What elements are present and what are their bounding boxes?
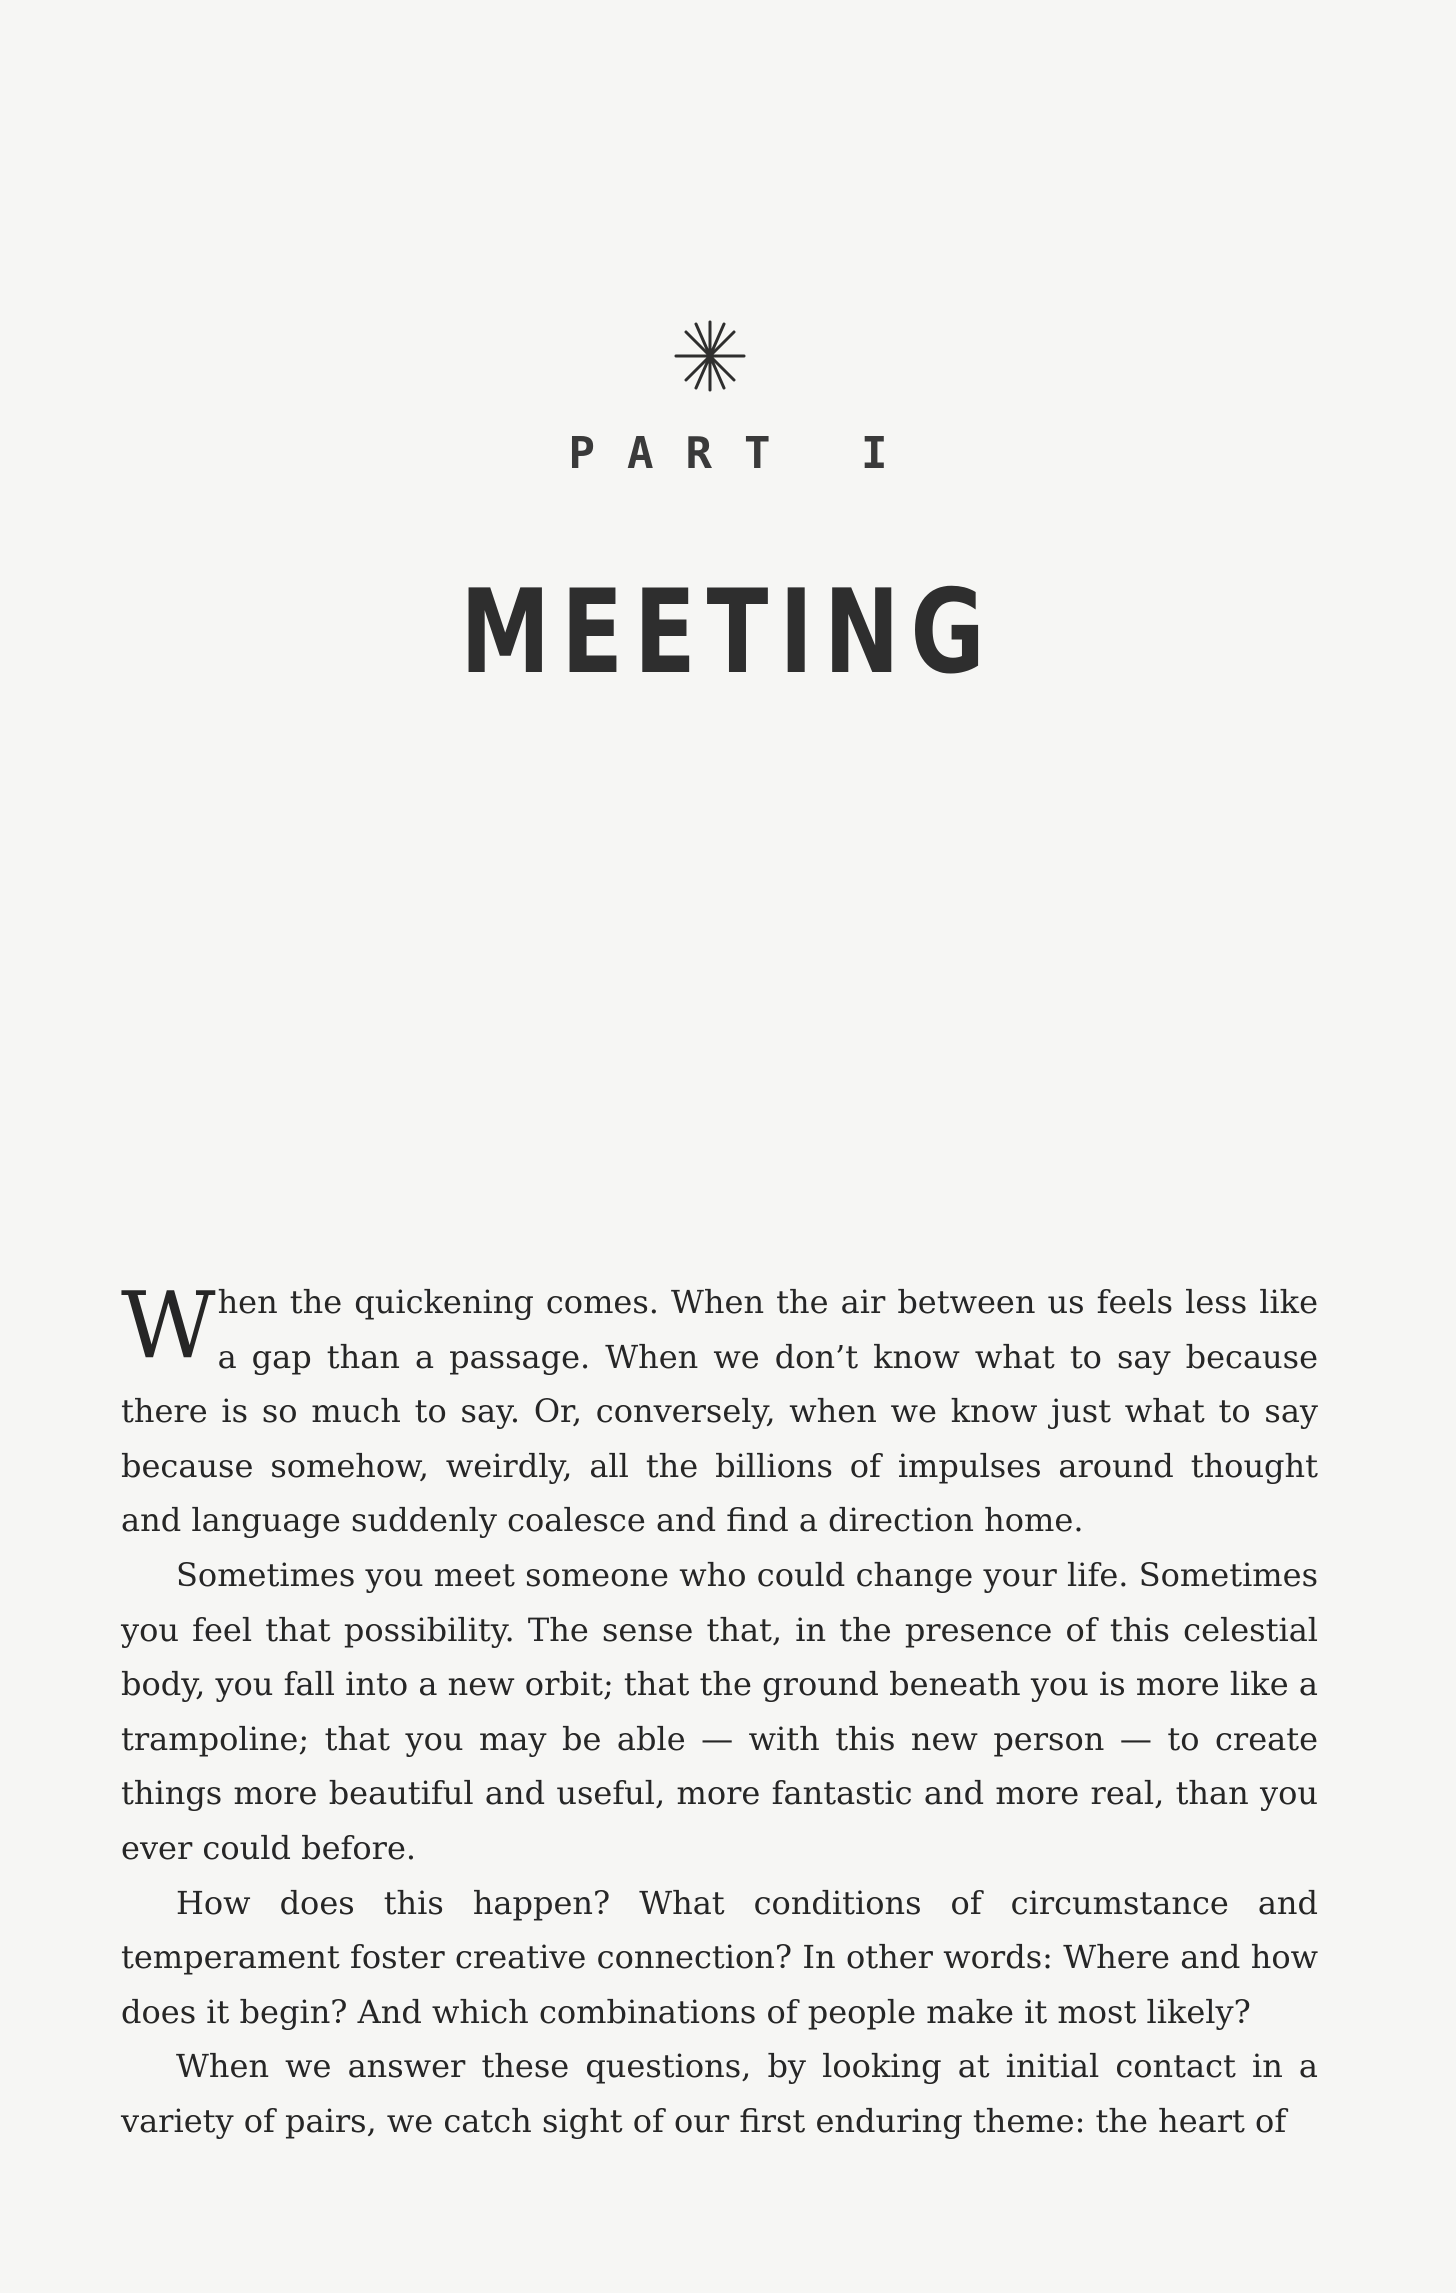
paragraph-1-text: hen the quickening comes. When the air between us feels less like a gap than a passage. When we don’t know what to say because there is so much to say. Or, conversely, when we know just what to say because somehow, weirdly, all the billions of impulses around thought and language suddenly coalesce and find a direction home.: [121, 1283, 1318, 1540]
paragraph-2: Sometimes you meet someone who could change your life. Sometimes you feel that possibility. The sense that, in the presence of this celestial body, you fall into a new orbit; that the ground beneath you is more like a trampoline; that you may be able — with this new person — to create things more beautiful and useful, more fantastic and more real, than you ever could before.: [121, 1555, 1318, 1867]
paragraph-1: [121, 1272, 1318, 1548]
paragraph-4: When we answer these questions, by looking at initial contact in a variety of pairs, we catch sight of our first enduring theme: the heart of: [121, 2047, 1318, 2140]
paragraph-3: How does this happen? What conditions of circumstance and temperament foster creative connection? In other words: Where and how does it begin? And which combinations of people make it most likely?: [121, 1883, 1318, 2031]
body-text: [121, 1272, 1318, 2149]
part-title: MEETING: [460, 565, 996, 700]
drop-cap: W: [121, 1272, 216, 1379]
part-number: PART I: [568, 428, 920, 479]
asterisk-star-icon: [672, 318, 748, 394]
